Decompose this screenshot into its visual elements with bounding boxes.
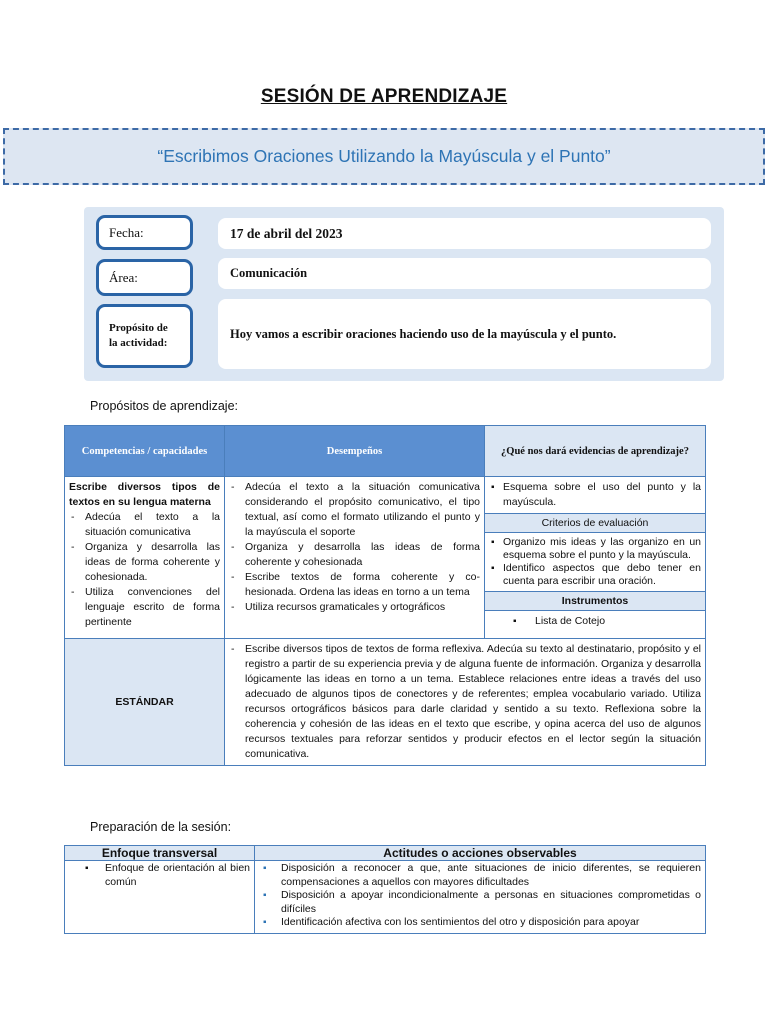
area-label [96,259,193,296]
header-evidencias-text: ¿Qué nos dará evidencias de aprendizaje? [501,445,689,457]
header-competencias [65,426,225,477]
page-title: SESIÓN DE APRENDIZAJE [260,86,508,107]
list-item: - Adecúa el texto a la situación comunicativa considerando el propósito comunicativo, el tipo textual, así como el formato utilizando el punto y la mayúscula el soporte [229,480,480,540]
proposito-value [218,299,711,369]
evidencia-cell [485,477,706,514]
list-item: ▪ Disposición a reconocer a que, ante situaciones de inicio diferentes, se requieren compensaciones a aquellos con mayores dificultades [259,862,701,889]
criterios-header [485,514,706,533]
instrumento-cell [485,611,706,639]
session-subtitle: “Escribimos Oraciones Utilizando la Mayúscula y el Punto” [157,146,611,166]
list-item: - Organiza y desarrolla las ideas de forma coherente y cohesionada [229,540,480,570]
area-label-text: Área: [109,269,138,285]
list-item: ▪ Identifico aspectos que debo tener en cuenta para escribir una oración. [489,562,701,588]
header-evidencias [485,426,706,477]
instrumentos-header [485,592,706,611]
list-item: - Organiza y desarrolla las ideas de forma coherente y cohesionada. [69,540,220,585]
competencia-title: Escribe diversos tipos de textos en su lengua materna [69,481,220,508]
list-item: - Escribe textos de forma coherente y co-hesionada. Ordena las ideas en torno a un tema [229,570,480,600]
header-competencias-text: Competencias / capacidades [81,445,208,457]
list-item: - Adecúa el texto a la situación comunicativa [69,510,220,540]
estandar-label-text: ESTÁNDAR [115,696,174,708]
list-item: - Utiliza convenciones del lenguaje escrito de forma pertinente [69,585,220,630]
criterios-header-text: Criterios de evaluación [541,517,649,529]
fecha-label [96,215,193,250]
header-desempenos [225,426,485,477]
list-item: ▪ Organizo mis ideas y las organizo en un esquema sobre el punto y la mayúscula. [489,536,701,562]
header-desempenos-text: Desempeños [326,445,383,457]
area-value [218,258,711,289]
area-value-text: Comunicación [230,266,308,280]
list-item: ▪ Esquema sobre el uso del punto y la mayúscula. [489,480,701,510]
fecha-value-text: 17 de abril del 2023 [230,225,343,241]
preparation-table [64,845,706,934]
proposito-label-line1: Propósito de [109,322,168,334]
proposito-value-text: Hoy vamos a escribir oraciones haciendo uso de la mayúscula y el punto. [230,326,617,341]
competencias-cell [65,477,225,639]
fecha-value [218,218,711,249]
list-item: - Utiliza recursos gramaticales y ortográficos [229,600,480,615]
estandar-label [65,639,225,766]
proposito-label-line2: la actividad: [109,337,168,349]
actitudes-cell [255,861,706,934]
fecha-label-text: Fecha: [109,224,144,240]
header-actitudes [255,846,706,861]
proposito-label [96,304,193,368]
estandar-cell [225,639,706,766]
list-item: ▪ Identificación afectiva con los sentimientos del otro y disposición para apoyar [259,916,701,930]
propositos-label: Propósitos de aprendizaje: [90,399,239,413]
header-actitudes-text: Actitudes o acciones observables [383,846,577,860]
enfoque-cell [65,861,255,934]
criterios-cell [485,533,706,592]
list-item: - Escribe diversos tipos de textos de forma reflexiva. Adecúa su texto al destinatario, propósito y el registro a partir de su experiencia previa y de alguna fuente de información. Organiza y desarrolla lógicamente las ideas en torno a un tema. Establece relaciones entre ideas a través del uso adecuado de algunos tipos de conectores y de referentes; emplea vocabulario variado. Utiliza recursos ortográficos básicos para darle claridad y sentido a su texto. Reflexiona sobre la coherencia y cohesión de las ideas en el texto que escribe, y opina acerca del uso de algunos recursos textuales para reforzar sentidos y producir efectos en el lector según la situación comunicativa. [229,642,701,762]
learning-purposes-table [64,425,706,766]
title-banner [3,128,765,185]
list-item: ▪ Lista de Cotejo [511,614,701,629]
list-item: ▪ Enfoque de orientación al bien común [83,862,250,889]
preparacion-label: Preparación de la sesión: [90,820,232,834]
header-enfoque [65,846,255,861]
info-panel [84,207,724,381]
header-enfoque-text: Enfoque transversal [101,846,218,860]
desempenos-cell [225,477,485,639]
instrumentos-header-text: Instrumentos [561,595,629,607]
list-item: ▪ Disposición a apoyar incondicionalmente a personas en situaciones comprometidas o difíciles [259,889,701,916]
